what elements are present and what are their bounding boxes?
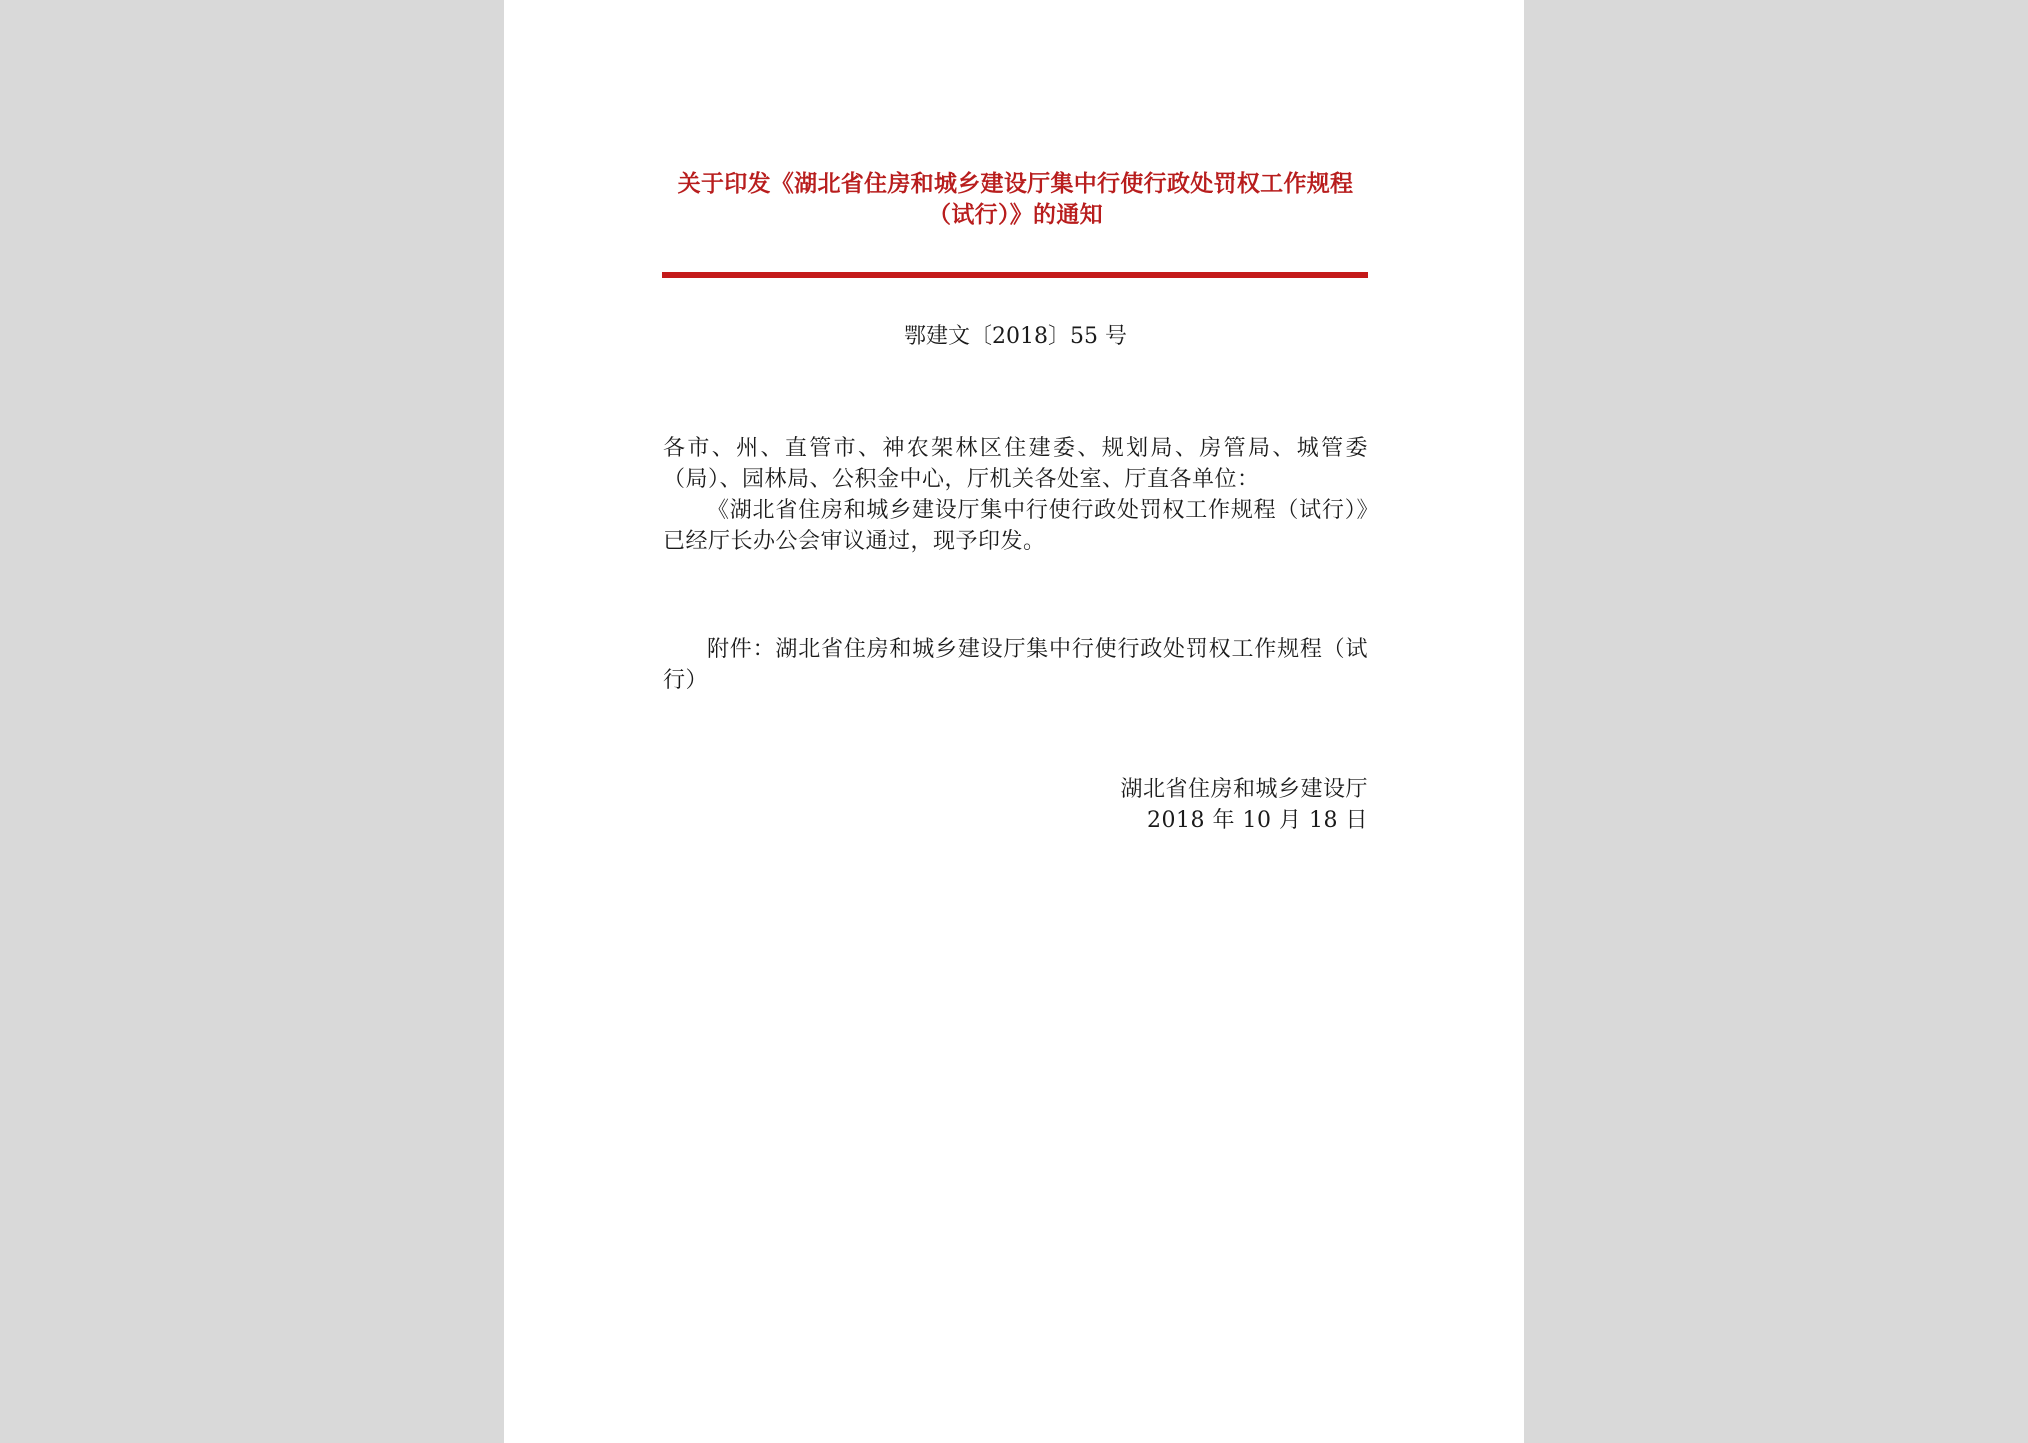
title-line-1: 关于印发《湖北省住房和城乡建设厅集中行使行政处罚权工作规程 (677, 170, 1354, 197)
signature-block (663, 774, 1368, 836)
red-header-rule (662, 272, 1368, 278)
title-line-2: （试行）》的通知 (928, 201, 1103, 228)
addressee-line: 各市、州、直管市、神农架林区住建委、规划局、房管局、城管委（局）、园林局、公积金中心，厅机关各处室、厅直各单位： (663, 436, 1368, 492)
issue-date: 2018 年 10 月 18 日 (1147, 808, 1368, 833)
issuing-authority: 湖北省住房和城乡建设厅 (1120, 777, 1368, 802)
document-title (663, 168, 1368, 230)
document-number: 鄂建文〔2018〕55 号 (904, 324, 1127, 349)
document-page (504, 0, 1524, 1443)
attachment-note: 附件：湖北省住房和城乡建设厅集中行使行政处罚权工作规程（试行） (663, 637, 1368, 693)
body-paragraph: 《湖北省住房和城乡建设厅集中行使行政处罚权工作规程（试行）》已经厅长办公会审议通过，现予印发。 (663, 498, 1368, 554)
